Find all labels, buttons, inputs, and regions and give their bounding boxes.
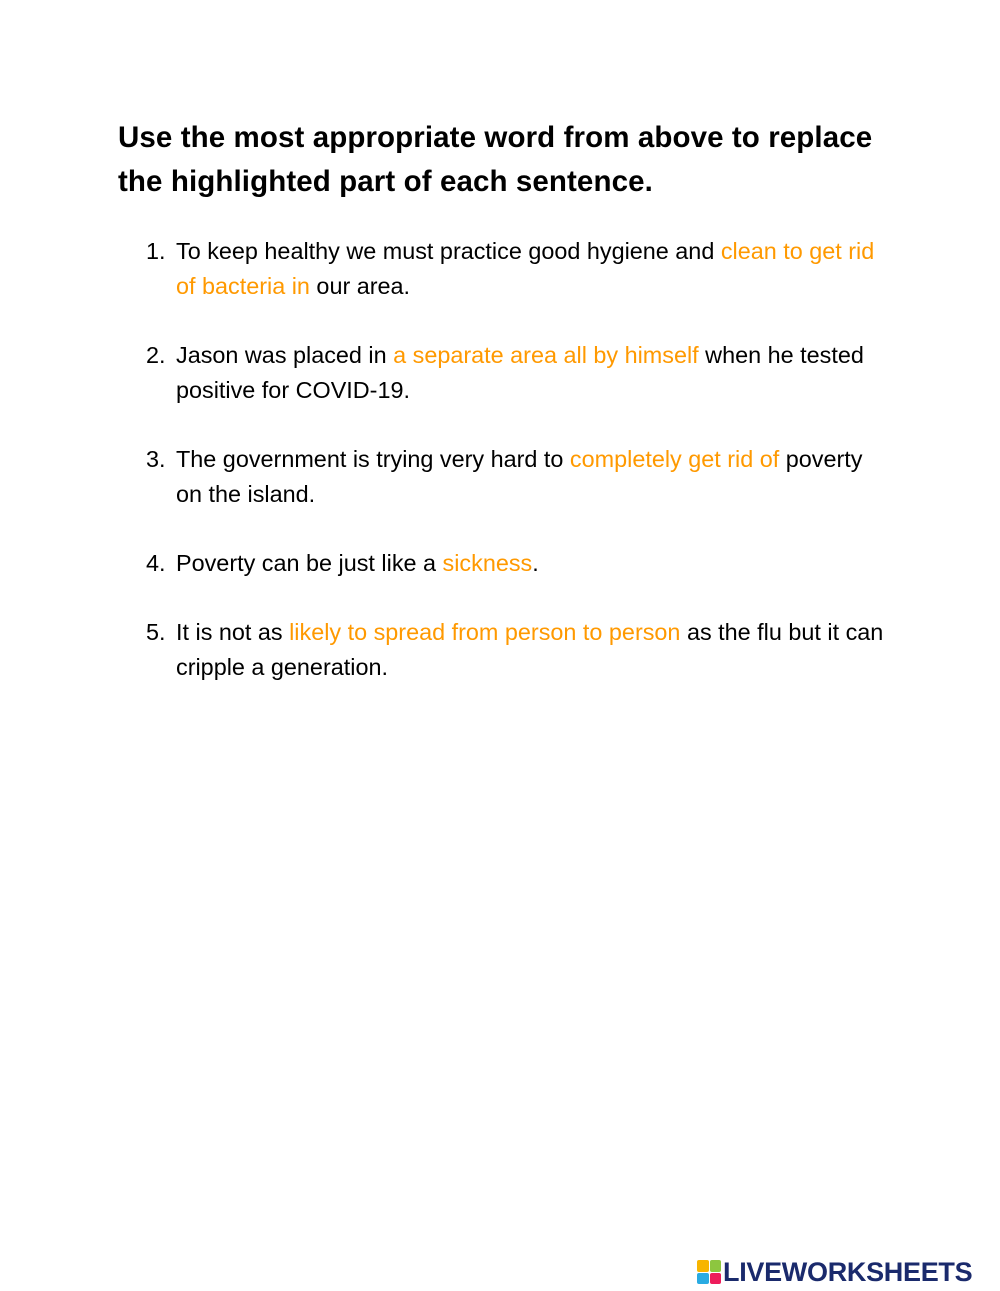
question-item xyxy=(146,546,886,581)
question-text: our area. xyxy=(309,273,411,299)
question-item xyxy=(146,442,886,512)
question-text: when he tested positive for COVID-19. xyxy=(176,342,864,403)
question-text: The government is trying very hard to xyxy=(176,446,570,472)
question-text: Poverty can be just like a xyxy=(176,550,443,576)
logo-mark-cell xyxy=(710,1260,722,1272)
question-list xyxy=(146,234,886,719)
liveworksheets-logo[interactable] xyxy=(697,1254,972,1290)
question-number: 1. xyxy=(146,238,166,264)
question-number: 3. xyxy=(146,446,166,472)
question-item xyxy=(146,338,886,408)
question-number: 4. xyxy=(146,550,166,576)
highlighted-phrase: completely get rid of xyxy=(569,446,780,472)
logo-mark-cell xyxy=(710,1273,722,1285)
question-number: 2. xyxy=(146,342,166,368)
question-item xyxy=(146,234,886,304)
highlighted-phrase: sickness xyxy=(442,550,533,576)
liveworksheets-logo-icon xyxy=(697,1260,721,1284)
logo-text: LIVEWORKSHEETS xyxy=(723,1257,973,1287)
question-text: . xyxy=(532,550,539,576)
question-text: poverty on the island. xyxy=(176,446,863,507)
highlighted-phrase: clean to get rid of bacteria in xyxy=(176,238,875,299)
highlighted-phrase: a separate area all by himself xyxy=(393,342,699,368)
instructions-heading: Use the most appropriate word from above to replace the highlighted part of each sentence. xyxy=(118,121,873,198)
question-text: Jason was placed in xyxy=(176,342,394,368)
logo-mark-cell xyxy=(697,1260,709,1272)
question-text: It is not as xyxy=(176,619,290,645)
highlighted-phrase: likely to spread from person to person xyxy=(289,619,681,645)
question-text: as the flu but it can cripple a generation. xyxy=(176,619,884,680)
question-item xyxy=(146,615,886,685)
question-text: To keep healthy we must practice good hygiene and xyxy=(176,238,721,264)
logo-mark-cell xyxy=(697,1273,709,1285)
question-number: 5. xyxy=(146,619,166,645)
